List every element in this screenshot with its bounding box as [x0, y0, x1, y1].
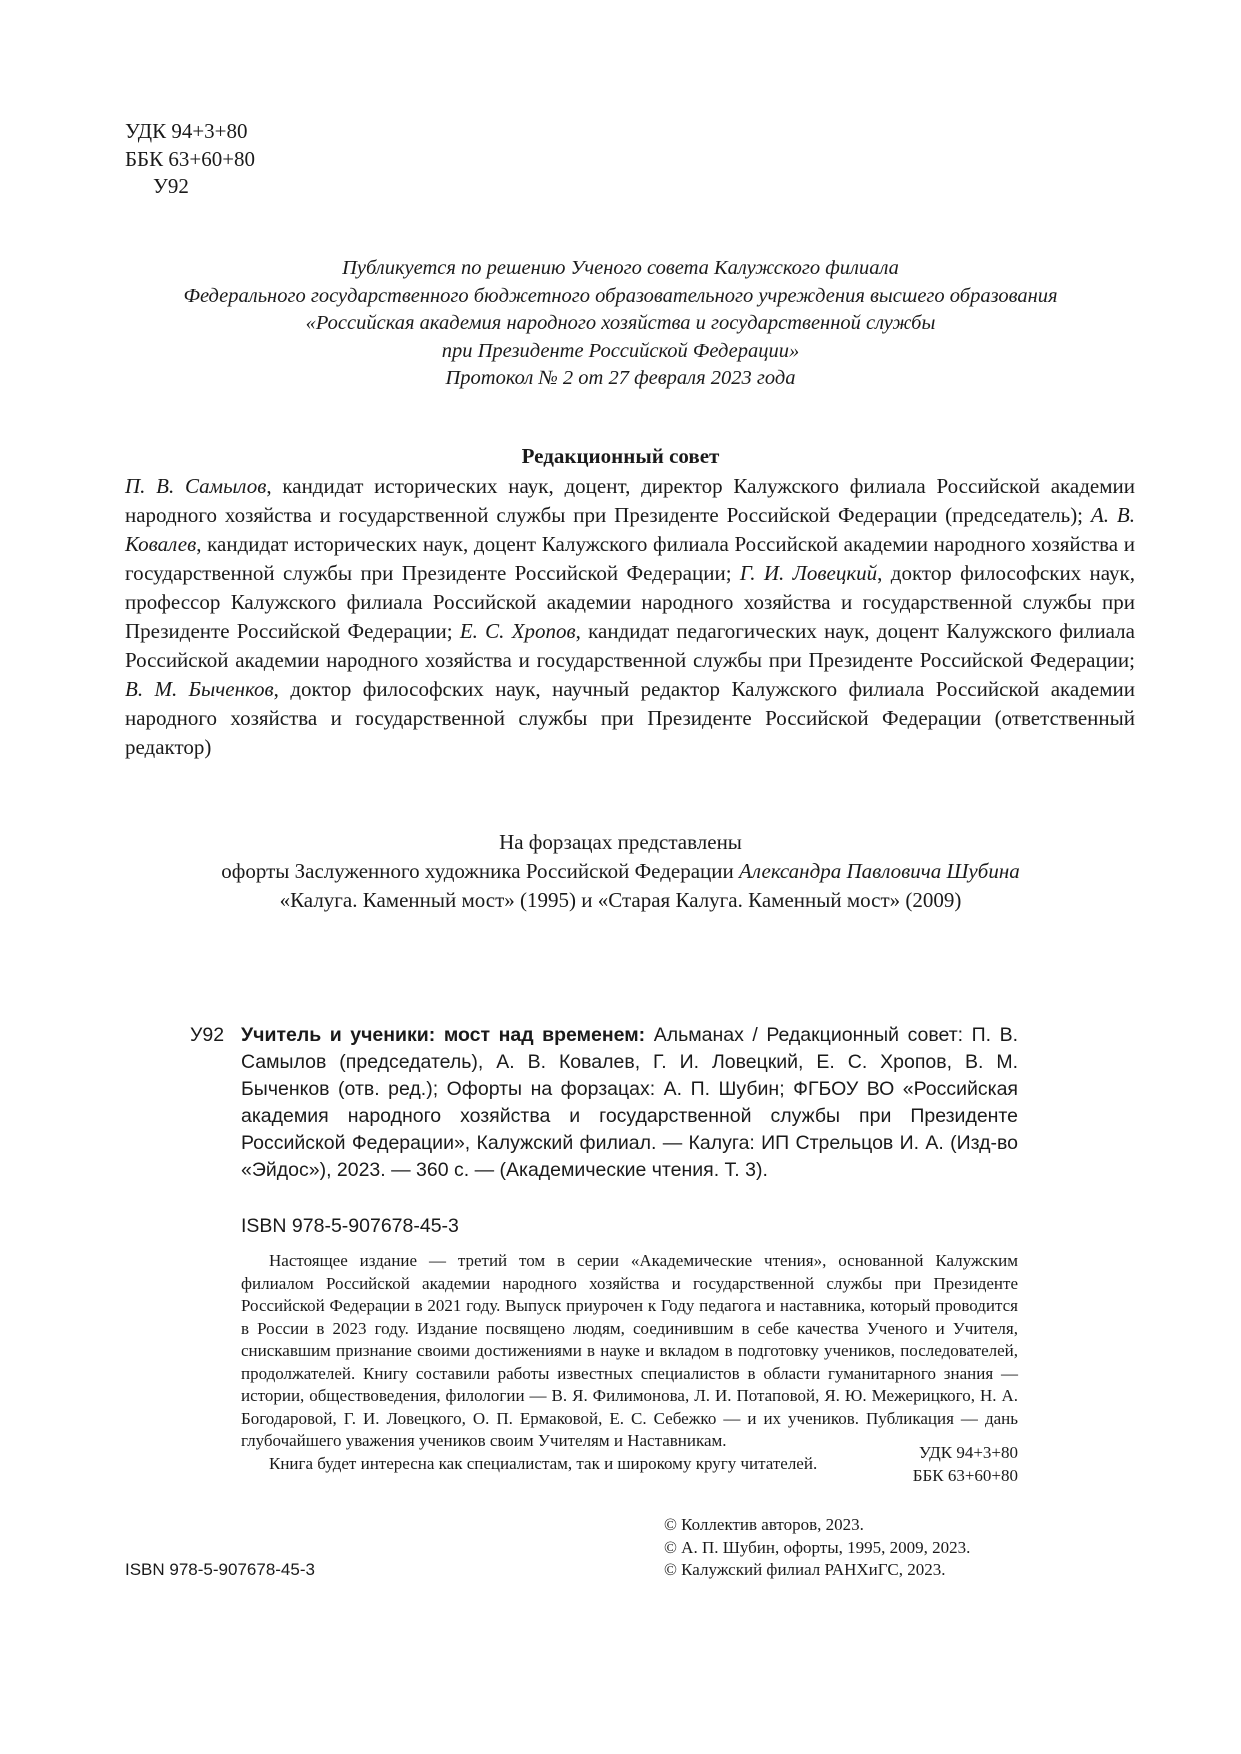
member-name: Г. И. Ловецкий: [739, 561, 878, 585]
endpapers-line: «Калуга. Каменный мост» (1995) и «Старая Калуга. Каменный мост» (2009): [279, 888, 962, 912]
member-description: , кандидат исторических наук, доцент Калужского филиала Российской академии народного хозяйства и государственной службы при Президенте Российской Федерации;: [125, 532, 1135, 585]
udk-code: УДК 94+3+80: [125, 119, 248, 143]
annotation-paragraph: Книга будет интересна как специалистам, так и широкому кругу читателей.: [269, 1453, 818, 1473]
protocol-line: Протокол № 2 от 27 февраля 2023 года: [445, 367, 796, 389]
publication-note-line: «Российская академия народного хозяйства и государственной службы: [305, 312, 936, 334]
publication-note-line: при Президенте Российской Федерации»: [441, 339, 800, 362]
endpapers-line: На форзацах представлены: [499, 830, 742, 854]
endpapers-prefix: офорты Заслуженного художника Российской Федерации: [221, 859, 740, 883]
copyright-line: © Коллектив авторов, 2023.: [664, 1515, 864, 1534]
copyright-line: © Калужский филиал РАНХиГС, 2023.: [664, 1560, 946, 1579]
member-name: В. М. Быченков: [125, 677, 274, 701]
annotation-paragraph: Настоящее издание — третий том в серии «Академические чтения», основанной Калужским филиалом Российской академии народного хозяйства и государственной службы при Президенте Российской Федерации в 2021 году. Выпуск приурочен к Году педагога и наставника, который проводится в России в 2023 году. Издание посвящено людям, соединившим в себе качества Ученого и Учителя, снискавшим признание своими достижениями в науке и вкладом в подготовку учеников, последователей, продолжателей. Книгу составили работы известных специалистов в области гуманитарного знания — истории, обществоведения, филологии — В. Я. Филимонова, Л. И. Потаповой, Я. Ю. Межерицкого, Н. А. Богодаровой, Г. И. Ловецкого, О. П. Ермаковой, Е. С. Себежко — и их учеников. Публикация — дань глубочайшего уважения учеников своим Учителям и Наставникам.: [241, 1251, 1018, 1450]
udk-block: [125, 118, 255, 201]
copyright-line: © А. П. Шубин, офорты, 1995, 2009, 2023.: [664, 1537, 971, 1557]
member-description: , доктор философских наук, научный редактор Калужского филиала Российской академии народного хозяйства и государственной службы при Президенте Российской Федерации (ответственный редактор): [125, 677, 1135, 759]
endpapers-line: [60, 857, 1181, 886]
member-name: А. В. Ковалев: [125, 503, 1135, 556]
artist-name: Александра Павловича Шубина: [739, 859, 1020, 883]
bottom-bbk: ББК 63+60+80: [912, 1465, 1018, 1485]
catalog-entry: [241, 1022, 1018, 1184]
bottom-udk: УДК 94+3+80: [918, 1443, 1018, 1462]
book-title: Учитель и ученики: мост над временем:: [241, 1024, 646, 1046]
copyright-block: [664, 1514, 970, 1582]
member-description: , кандидат исторических наук, доцент, директор Калужского филиала Российской академии народного хозяйства и государственной службы при Президенте Российской Федерации (председатель);: [125, 474, 1135, 527]
member-description: , кандидат педагогических наук, доцент Калужского филиала Российской академии народного хозяйства и государственной службы при Президенте Российской Федерации;: [125, 619, 1135, 672]
catalog-code: У92: [190, 1024, 225, 1046]
book-description: Альманах / Редакционный совет: П. В. Самылов (председатель), А. В. Ковалев, Г. И. Ловецкий, Е. С. Хропов, В. М. Быченков (отв. ред.); Офорты на форзацах: А. П. Шубин; ФГБОУ ВО «Российская академия народного хозяйства и государственной службы при Президенте Российской Федерации», Калужский филиал. — Калуга: ИП Стрельцов И. А. (Изд-во «Эйдос»), 2023. — 360 с. — (Академические чтения. Т. 3).: [241, 1024, 1019, 1181]
member-name: Е. С. Хропов: [459, 619, 576, 643]
editorial-board-title: Редакционный совет: [521, 444, 720, 468]
author-mark: У92: [153, 174, 189, 198]
bottom-isbn: ISBN 978-5-907678-45-3: [125, 1560, 315, 1579]
bbk-code: ББК 63+60+80: [125, 146, 256, 171]
publication-note: [60, 255, 1181, 393]
editorial-board-text: [125, 472, 1135, 762]
publication-note-line: Публикуется по решению Ученого совета Калужского филиала: [342, 257, 899, 279]
endpapers-note: [60, 828, 1181, 915]
isbn: ISBN 978-5-907678-45-3: [241, 1215, 459, 1237]
bottom-classification: [700, 1442, 1018, 1487]
member-name: П. В. Самылов: [125, 474, 267, 498]
publication-note-line: Федерального государственного бюджетного образовательного учреждения высшего образования: [183, 284, 1058, 307]
member-description: , доктор философских наук, профессор Калужского филиала Российской академии народного хозяйства и государственной службы при Президенте Российской Федерации;: [125, 561, 1135, 643]
